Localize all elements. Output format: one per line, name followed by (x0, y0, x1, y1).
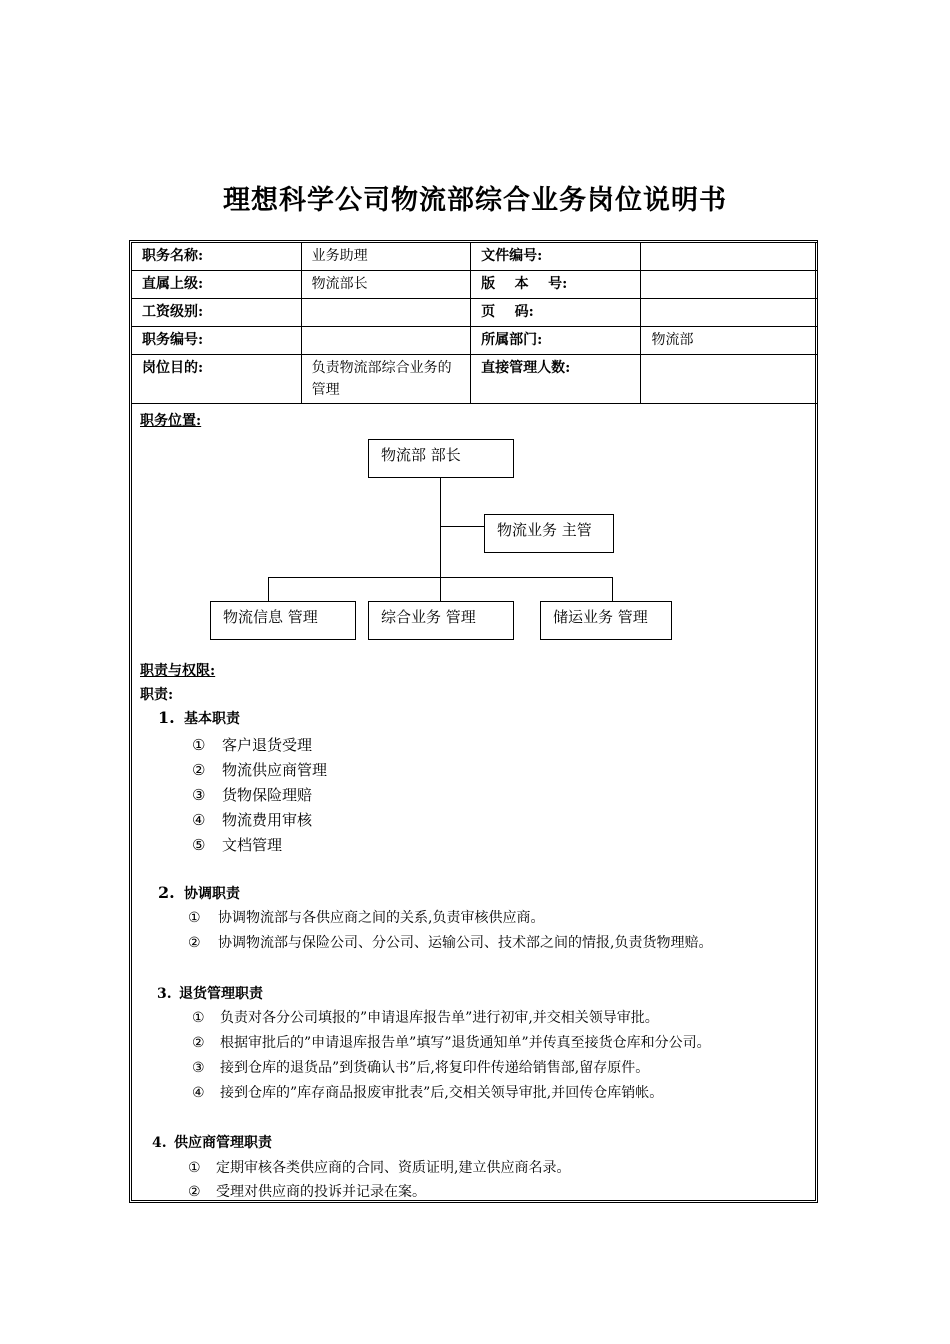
section-heading (152, 1132, 272, 1152)
item-marker: ④ (192, 811, 206, 829)
item-marker: ④ (192, 1085, 205, 1101)
job-title-label: 职务名称: (132, 243, 302, 271)
list-item (188, 907, 544, 927)
table-row (132, 327, 818, 355)
org-connector (612, 577, 613, 602)
item-marker: ⑤ (192, 836, 206, 854)
list-item (192, 1082, 663, 1102)
list-item (188, 932, 712, 952)
duties-sub-label: 职责: (140, 687, 174, 703)
info-table (131, 242, 818, 404)
item-marker: ① (188, 1160, 201, 1176)
duties-label: 职责与权限: (140, 663, 216, 679)
salary-level-value (301, 299, 471, 327)
org-box-director: 物流部 部长 (368, 439, 514, 478)
job-number-label: 职务编号: (132, 327, 302, 355)
item-text: 定期审核各类供应商的合同、资质证明,建立供应商名录。 (216, 1160, 571, 1176)
table-row (132, 299, 818, 327)
section-title: 退货管理职责 (179, 986, 263, 1002)
org-box-info: 物流信息 管理 (210, 601, 356, 640)
list-item (188, 1157, 570, 1177)
item-marker: ③ (192, 786, 206, 804)
org-connector (440, 478, 441, 602)
item-text: 文档管理 (222, 836, 283, 854)
item-text: 物流费用审核 (222, 811, 313, 829)
section-number: 4. (152, 1135, 167, 1151)
item-marker: ② (192, 1035, 205, 1051)
managed-count-label: 直接管理人数: (471, 355, 641, 404)
version-label: 版 本 号: (471, 271, 641, 299)
item-marker: ③ (192, 1060, 205, 1076)
section-heading (158, 708, 240, 728)
managed-count-value (641, 355, 818, 404)
list-item (192, 1032, 711, 1052)
item-marker: ① (188, 910, 201, 926)
list-item (192, 759, 327, 780)
org-connector (268, 577, 269, 602)
position-label: 职务位置: (140, 413, 202, 429)
purpose-label: 岗位目的: (132, 355, 302, 404)
section-heading (157, 983, 263, 1003)
list-item (192, 834, 282, 855)
org-box-supervisor: 物流业务 主管 (484, 514, 614, 553)
file-number-value (641, 243, 818, 271)
file-number-label: 文件编号: (471, 243, 641, 271)
page-title: 理想科学公司物流部综合业务岗位说明书 (223, 185, 727, 216)
section-title: 基本职责 (184, 711, 240, 727)
item-text: 物流供应商管理 (222, 761, 328, 779)
org-connector (440, 526, 484, 527)
item-text: 根据审批后的”申请退库报告单”填写”退货通知单”并传真至接货仓库和分公司。 (220, 1035, 711, 1051)
item-text: 接到仓库的”库存商品报废审批表”后,交相关领导审批,并回传仓库销帐。 (220, 1085, 664, 1101)
section-title: 协调职责 (184, 886, 240, 902)
list-item (192, 1007, 659, 1027)
page-label: 页 码: (471, 299, 641, 327)
job-title-value: 业务助理 (301, 243, 471, 271)
list-item (192, 784, 312, 805)
item-text: 受理对供应商的投诉并记录在案。 (216, 1184, 426, 1200)
org-box-general: 综合业务 管理 (368, 601, 514, 640)
section-title: 供应商管理职责 (174, 1135, 272, 1151)
table-row (132, 355, 818, 404)
item-text: 协调物流部与各供应商之间的关系,负责审核供应商。 (218, 910, 545, 926)
superior-label: 直属上级: (132, 271, 302, 299)
list-item (188, 1181, 426, 1201)
table-row (132, 271, 818, 299)
job-number-value (301, 327, 471, 355)
table-row (132, 243, 818, 271)
item-marker: ② (188, 935, 201, 951)
item-marker: ① (192, 1010, 205, 1026)
org-connector (268, 577, 613, 578)
section-number: 3. (157, 986, 172, 1002)
list-item (192, 1057, 649, 1077)
superior-value: 物流部长 (301, 271, 471, 299)
salary-level-label: 工资级别: (132, 299, 302, 327)
item-text: 负责对各分公司填报的”申请退库报告单”进行初审,并交相关领导审批。 (220, 1010, 659, 1026)
item-marker: ① (192, 736, 206, 754)
department-label: 所属部门: (471, 327, 641, 355)
list-item (192, 734, 312, 755)
item-text: 客户退货受理 (222, 736, 313, 754)
item-text: 货物保险理赔 (222, 786, 313, 804)
item-marker: ② (188, 1184, 201, 1200)
section-number: 2. (158, 883, 175, 902)
department-value: 物流部 (641, 327, 818, 355)
version-value (641, 271, 818, 299)
section-number: 1. (158, 708, 175, 727)
page-value (641, 299, 818, 327)
item-text: 协调物流部与保险公司、分公司、运输公司、技术部之间的情报,负责货物理赔。 (218, 935, 713, 951)
section-heading (158, 883, 240, 903)
item-text: 接到仓库的退货品”到货确认书”后,将复印件传递给销售部,留存原件。 (220, 1060, 650, 1076)
org-box-storage: 储运业务 管理 (540, 601, 672, 640)
purpose-value: 负责物流部综合业务的管理 (301, 355, 471, 404)
list-item (192, 809, 312, 830)
item-marker: ② (192, 761, 206, 779)
